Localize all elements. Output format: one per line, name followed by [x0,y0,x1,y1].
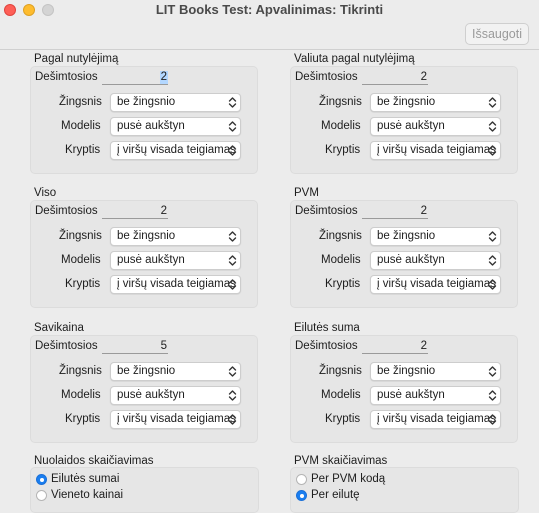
group-5-title: Eilutės suma [294,322,360,334]
chevron-updown-icon [228,365,237,378]
group-1-step-label: Žingsnis [319,96,362,108]
group-3-step-select[interactable]: be žingsnio [370,227,501,246]
discount-title: Nuolaidos skaičiavimas [34,455,154,467]
group-0-direction-label: Kryptis [65,144,101,156]
discount-radio-0[interactable] [36,474,47,485]
vat-radio-1[interactable] [296,490,307,501]
group-2-decimals-label: Dešimtosios [35,205,98,217]
group-0-model-select[interactable]: pusė aukštyn [110,117,241,136]
group-4-step-label: Žingsnis [59,365,102,377]
chevron-updown-icon [228,96,237,109]
chevron-updown-icon [228,413,237,426]
group-2-title: Viso [34,187,57,199]
group-3-title: PVM [294,187,319,199]
window-title: LIT Books Test: Apvalinimas: Tikrinti [155,2,384,17]
group-4-model-select[interactable]: pusė aukštyn [110,386,241,405]
chevron-updown-icon [228,389,237,402]
group-5-model-select[interactable]: pusė aukštyn [370,386,501,405]
discount-option-0-label[interactable]: Eilutės sumai [51,473,120,485]
group-1-step-select[interactable]: be žingsnio [370,93,501,112]
group-3-step-label: Žingsnis [319,230,362,242]
chevron-updown-icon [228,278,237,291]
chevron-updown-icon [488,413,497,426]
group-4-decimals-label: Dešimtosios [35,340,98,352]
group-5-step-label: Žingsnis [319,365,362,377]
group-1-direction-select[interactable]: į viršų visada teigiamas [370,141,501,160]
chevron-updown-icon [488,389,497,402]
group-2-model-select[interactable]: pusė aukštyn [110,251,241,270]
rounding-settings-panel [0,51,539,513]
vat-title: PVM skaičiavimas [294,455,388,467]
group-3-decimals-label: Dešimtosios [295,205,358,217]
group-4-direction-select[interactable]: į viršų visada teigiamas [110,410,241,429]
group-2-step-label: Žingsnis [59,230,102,242]
title-bar [0,0,539,50]
group-2-step-select[interactable]: be žingsnio [110,227,241,246]
save-button[interactable]: Išsaugoti [465,23,529,45]
chevron-updown-icon [488,230,497,243]
chevron-updown-icon [228,144,237,157]
vat-option-1-label[interactable]: Per eilutę [311,489,360,501]
group-0-decimals-label: Dešimtosios [35,71,98,83]
group-2-direction-select[interactable]: į viršų visada teigiamas [110,275,241,294]
group-5-direction-label: Kryptis [325,413,361,425]
group-1-decimals-field[interactable]: 2 [362,71,428,85]
group-1-title: Valiuta pagal nutylėjimą [294,53,415,65]
group-3-decimals-field[interactable]: 2 [362,205,428,219]
group-3-model-label: Modelis [321,254,361,266]
group-5-model-label: Modelis [321,389,361,401]
chevron-updown-icon [488,96,497,109]
group-3-direction-select[interactable]: į viršų visada teigiamas [370,275,501,294]
group-4-model-label: Modelis [61,389,101,401]
group-4-step-select[interactable]: be žingsnio [110,362,241,381]
group-0-direction-select[interactable]: į viršų visada teigiamas [110,141,241,160]
chevron-updown-icon [488,278,497,291]
group-0-step-label: Žingsnis [59,96,102,108]
group-3-direction-label: Kryptis [325,278,361,290]
group-1-model-label: Modelis [321,120,361,132]
group-5-step-select[interactable]: be žingsnio [370,362,501,381]
chevron-updown-icon [488,254,497,267]
vat-option-0-label[interactable]: Per PVM kodą [311,473,386,485]
group-5-decimals-field[interactable]: 2 [362,340,428,354]
group-5-decimals-label: Dešimtosios [295,340,358,352]
group-5-direction-select[interactable]: į viršų visada teigiamas [370,410,501,429]
group-2-decimals-field[interactable]: 2 [102,205,168,219]
discount-radio-1[interactable] [36,490,47,501]
group-2-direction-label: Kryptis [65,278,101,290]
chevron-updown-icon [228,120,237,133]
group-0-title: Pagal nutylėjimą [34,53,119,65]
group-3-model-select[interactable]: pusė aukštyn [370,251,501,270]
group-1-direction-label: Kryptis [325,144,361,156]
group-0-model-label: Modelis [61,120,101,132]
group-4-direction-label: Kryptis [65,413,101,425]
group-4-title: Savikaina [34,322,84,334]
group-2-model-label: Modelis [61,254,101,266]
group-4-decimals-field[interactable]: 5 [102,340,168,354]
chevron-updown-icon [488,144,497,157]
discount-option-1-label[interactable]: Vieneto kainai [51,489,124,501]
chevron-updown-icon [488,365,497,378]
group-0-step-select[interactable]: be žingsnio [110,93,241,112]
chevron-updown-icon [228,254,237,267]
chevron-updown-icon [488,120,497,133]
group-1-decimals-label: Dešimtosios [295,71,358,83]
group-0-decimals-field[interactable]: 2 [102,71,168,85]
vat-radio-0[interactable] [296,474,307,485]
chevron-updown-icon [228,230,237,243]
group-1-model-select[interactable]: pusė aukštyn [370,117,501,136]
